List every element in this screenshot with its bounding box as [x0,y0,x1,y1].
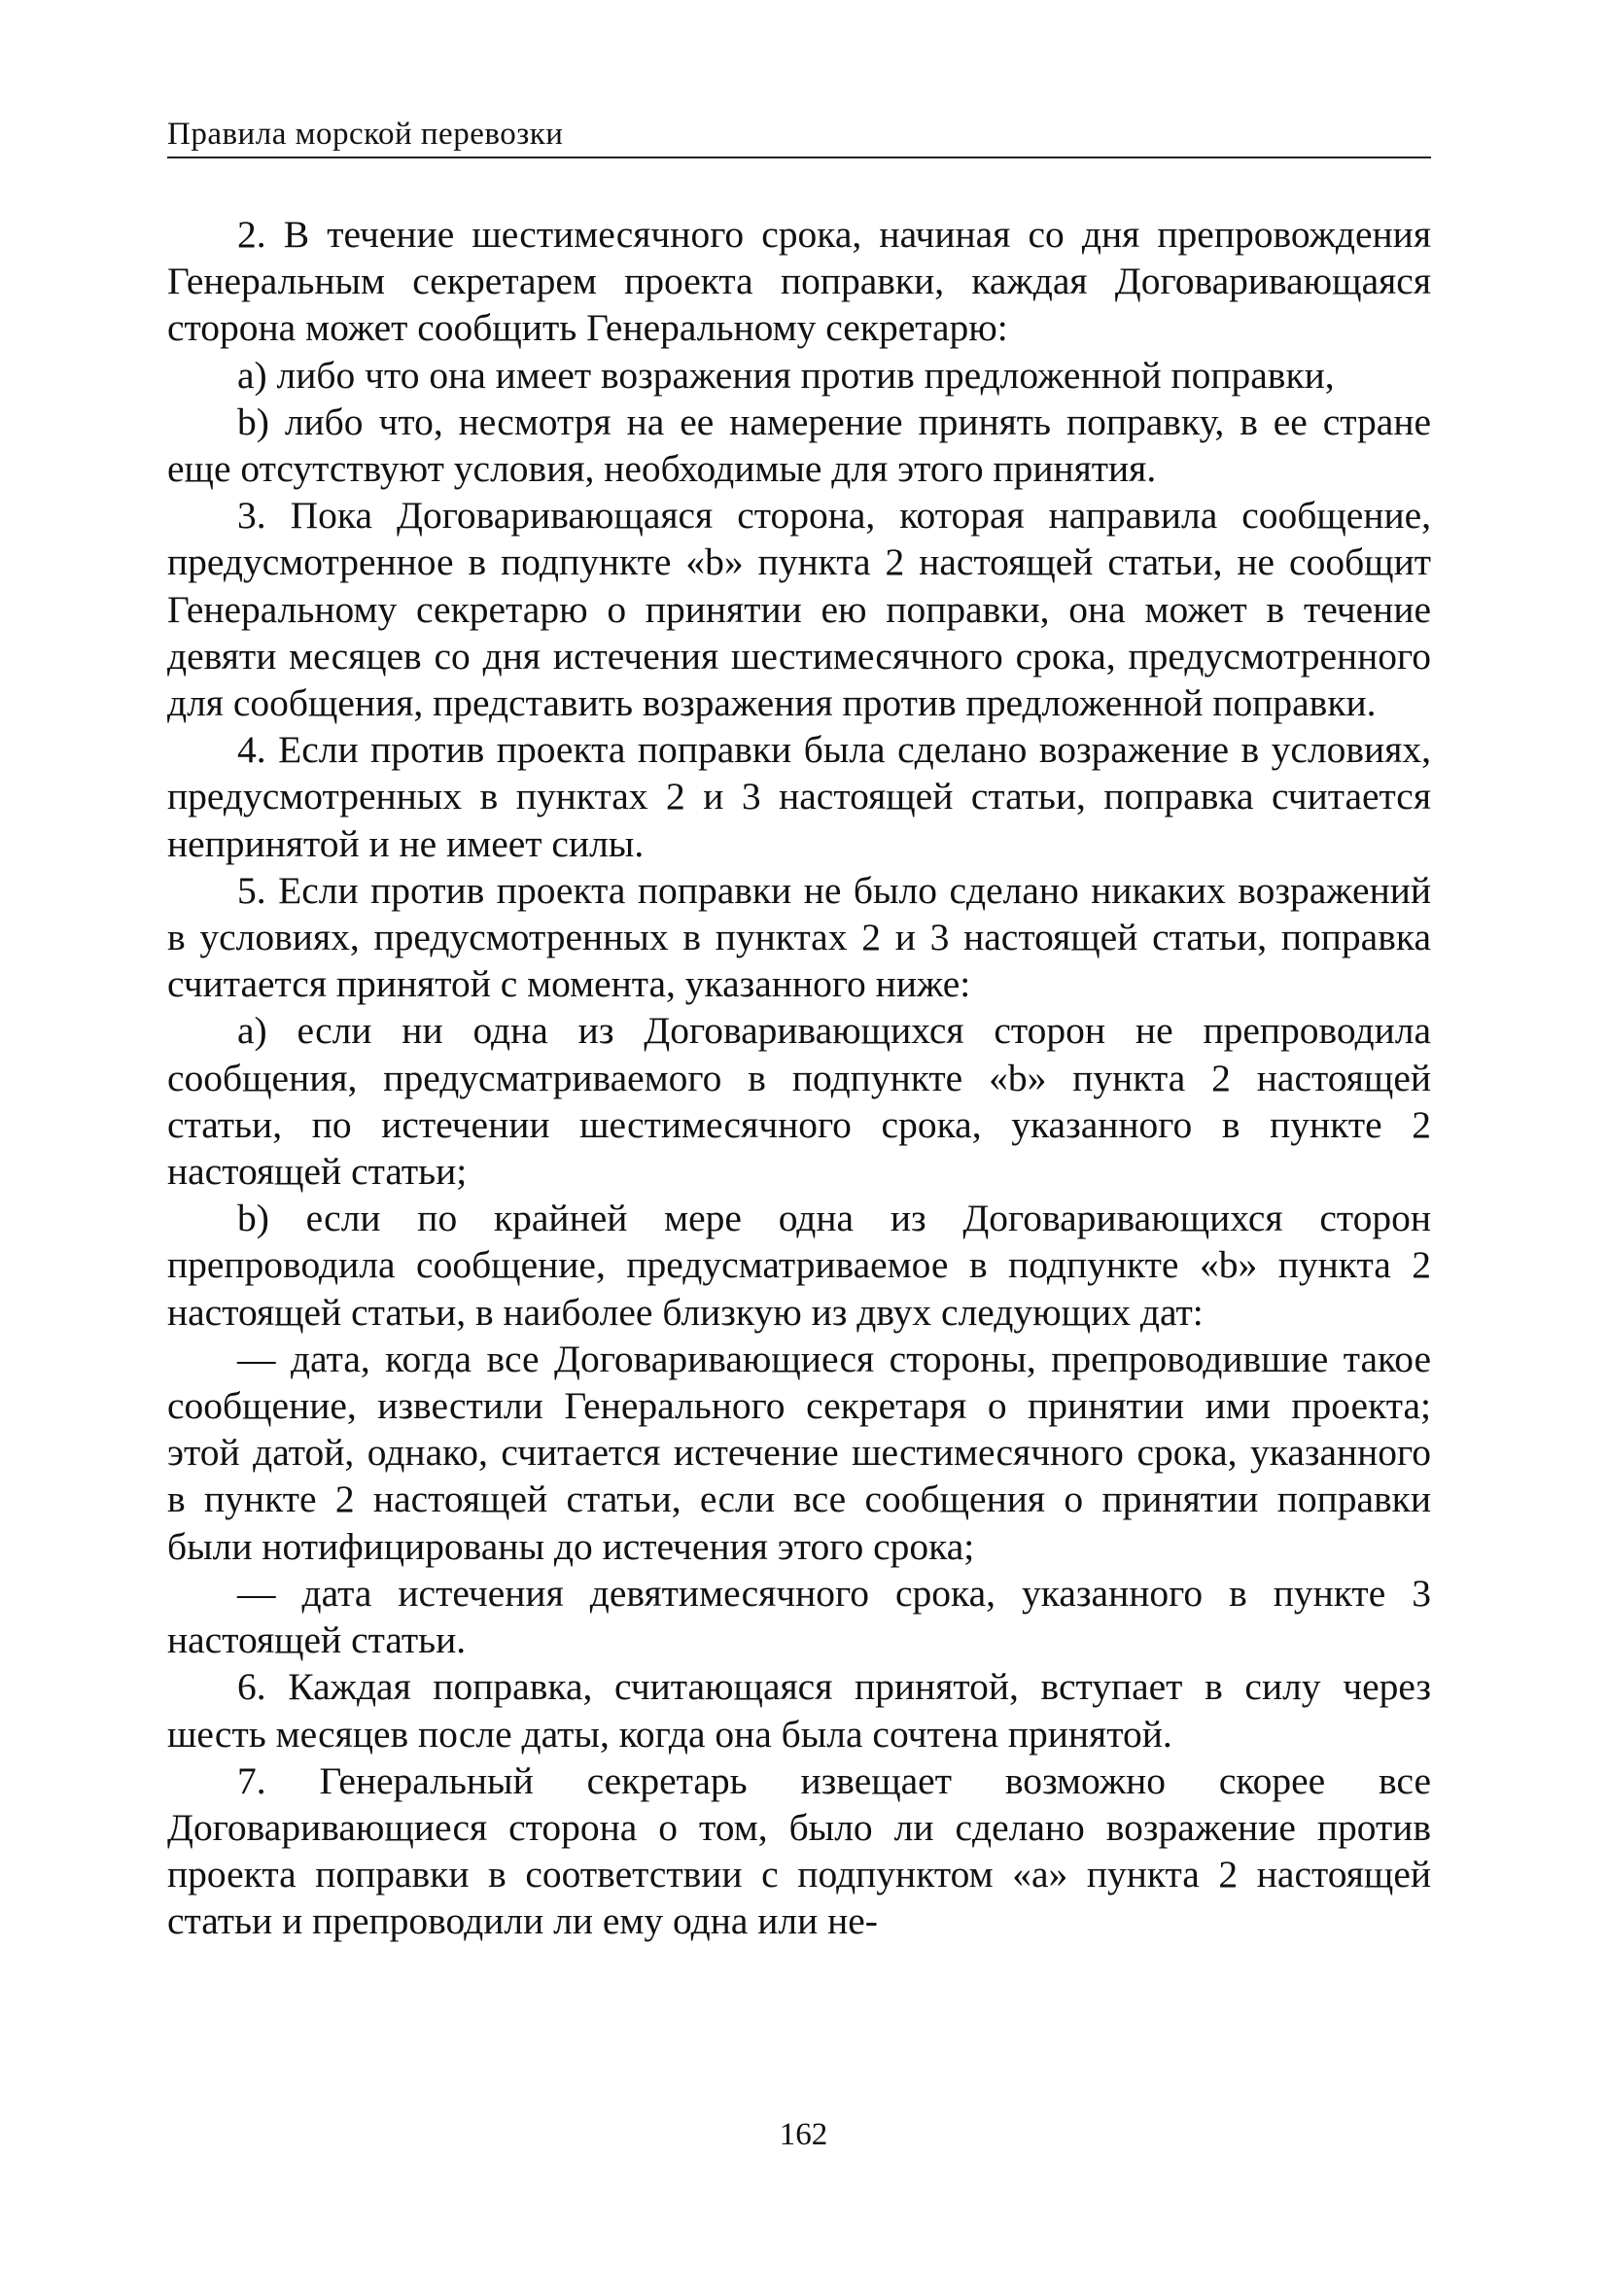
paragraph-5: 5. Если против проекта поправки не было сделано никаких возражений в условиях, предусмотренных в пунктах 2 и 3 настоящей статьи, поправка считается принятой с момента, указанного ниже: [167,868,1431,1006]
body-text [167,211,1431,1945]
running-header: Правила морской перевозки [167,117,1431,158]
paragraph-3: 3. Пока Договаривающаяся сторона, которая направила сообщение, предусмотренное в подпункте «b» пункта 2 настоящей статьи, не сообщит Генеральному секретарю о принятии ею поправки, она может в течение девяти месяцев со дня истечения шестимесячного срока, предусмотренного для сообщения, представить возражения против предложенной поправки. [167,494,1431,725]
paragraph-2a: а) либо что она имеет возражения против предложенной поправки, [237,353,1335,397]
paragraph-2: 2. В течение шестимесячного срока, начиная со дня препровождения Генеральным секретарем проекта поправки, каждая Договаривающаяся сторона может сообщить Генеральному секретарю: [167,213,1431,350]
paragraph-6: 6. Каждая поправка, считающаяся принятой, вступает в силу через шесть месяцев после даты, когда она была сочтена принятой. [167,1665,1431,1756]
paragraph-5b: b) если по крайней мере одна из Договаривающихся сторон препроводила сообщение, предусматриваемое в подпункте «b» пункта 2 настоящей статьи, в наиболее близкую из двух следующих дат: [167,1197,1431,1334]
page-content [167,117,1431,1945]
paragraph-5b-dash-2: — дата истечения девятимесячного срока, указанного в пункте 3 настоящей статьи. [167,1571,1431,1662]
paragraph-7: 7. Генеральный секретарь извещает возможно скорее все Договаривающиеся сторона о том, было ли сделано возражение против проекта поправки в соответствии с подпунктом «а» пункта 2 настоящей статьи и препроводили ли ему одна или не- [167,1758,1431,1943]
paragraph-5b-dash-1: — дата, когда все Договаривающиеся стороны, препроводившие такое сообщение, известили Генерального секретаря о принятии ими проекта; этой датой, однако, считается истечение шестимесячного срока, указанного в пункте 2 настоящей статьи, если все сообщения о принятии поправки были нотифицированы до истечения этого срока; [167,1337,1431,1568]
paragraph-5a: а) если ни одна из Договаривающихся сторон не препроводила сообщения, предусматриваемого в подпункте «b» пункта 2 настоящей статьи, по истечении шестимесячного срока, указанного в пункте 2 настоящей статьи; [167,1009,1431,1194]
page-number: 162 [779,2117,828,2152]
paragraph-2b: b) либо что, несмотря на ее намерение принять поправку, в ее стране еще отсутствуют условия, необходимые для этого принятия. [167,400,1431,491]
paragraph-4: 4. Если против проекта поправки была сделано возражение в условиях, предусмотренных в пунктах 2 и 3 настоящей статьи, поправка считается непринятой и не имеет силы. [167,728,1431,865]
